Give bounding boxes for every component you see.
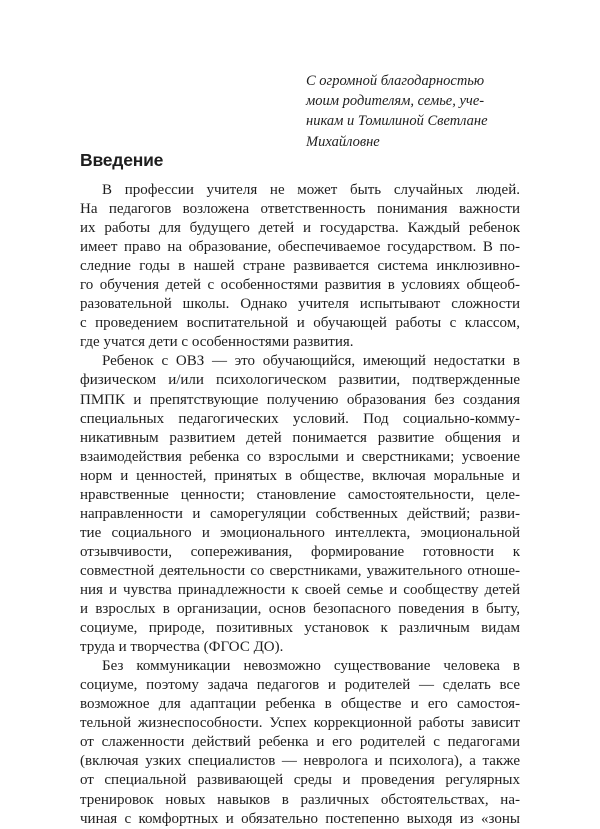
paragraph <box>80 657 520 828</box>
text-line: ПМПК и препятствующие получению образования без создания <box>80 391 520 408</box>
text-line: труда и творчества (ФГОС ДО). <box>80 639 284 656</box>
epigraph-line: никам и Томилиной Светлане <box>306 113 488 130</box>
text-line: норм и ценностей, принятых в обществе, включая моральные и <box>80 467 520 484</box>
text-line: Ребенок с ОВЗ — это обучающийся, имеющий недостатки в <box>102 353 520 370</box>
text-line: го обучения детей с особенностями развития в условиях общеоб- <box>80 277 520 294</box>
text-line: взаимодействия ребенка со взрослыми и сверстниками; усвоение <box>80 448 520 465</box>
paragraph <box>80 181 520 352</box>
text-line: разовательной школы. Однако учителя испытывают сложности <box>80 296 520 313</box>
section-title: Введение <box>80 150 164 170</box>
text-line: чиная с комфортных и обязательно постепенно выходя из «зоны <box>80 810 520 827</box>
text-line: физическом и/или психологическом развитии, подтвержденные <box>80 372 520 389</box>
text-line: от специальной развивающей среды и проведения регулярных <box>80 772 520 789</box>
text-line: нравственные ценности; становление самостоятельности, целе- <box>80 486 520 503</box>
text-line: имеет право на образование, обеспечиваемое государством. В по- <box>80 239 520 256</box>
text-line: с проведением воспитательной и обучающей работы с классом, <box>80 315 520 332</box>
text-line: их работы для будущего детей и государства. Каждый ребенок <box>80 220 520 237</box>
text-line: В профессии учителя не может быть случайных людей. <box>102 182 520 198</box>
text-line: никативным развитием детей понимается развитие общения и <box>80 429 520 446</box>
text-line: ния и чувства принадлежности к своей семье и сообществу детей <box>80 581 520 598</box>
text-line: и взрослых в организации, основ безопасного поведения в быту, <box>80 601 520 618</box>
text-line: где учатся дети с особенностями развития. <box>80 334 354 351</box>
epigraph-line: моим родителям, семье, уче- <box>306 93 485 110</box>
text-line: отзывчивости, сопереживания, формирование готовности к <box>80 543 520 560</box>
text-line: Без коммуникации невозможно существование человека в <box>102 658 520 675</box>
epigraph <box>306 71 520 152</box>
section-body <box>80 181 520 829</box>
text-line: следние годы в нашей стране развивается система инклюзивно- <box>80 258 520 275</box>
epigraph-line: С огромной благодарностью <box>306 73 485 89</box>
text-line: тие социального и эмоционального интеллекта, эмоциональной <box>80 524 520 541</box>
book-page <box>80 0 520 827</box>
text-line: социуме, поэтому задача педагогов и родителей — сделать все <box>80 677 520 694</box>
text-line: от слаженности действий ребенка и его родителей с педагогами <box>80 734 520 751</box>
text-line: (включая узких специалистов — невролога и психолога), а также <box>80 753 520 770</box>
text-line: специальных педагогических условий. Под социально-комму- <box>80 410 520 427</box>
text-line: совместной деятельности со сверстниками, уважительного отноше- <box>80 562 520 579</box>
epigraph-line: Михайловне <box>306 133 380 150</box>
text-line: возможное для адаптации ребенка в обществе и его самостоя- <box>80 696 520 713</box>
text-line: тельной жизнеспособности. Успех коррекционной работы зависит <box>80 715 520 732</box>
text-line: На педагогов возложена ответственность понимания важности <box>80 201 520 218</box>
paragraph <box>80 352 520 657</box>
text-line: тренировок новых навыков в различных обстоятельствах, на- <box>80 791 520 808</box>
text-line: направленности и саморегуляции собственных действий; разви- <box>80 505 520 522</box>
text-line: социуме, природе, позитивных установок к различным видам <box>80 620 520 637</box>
